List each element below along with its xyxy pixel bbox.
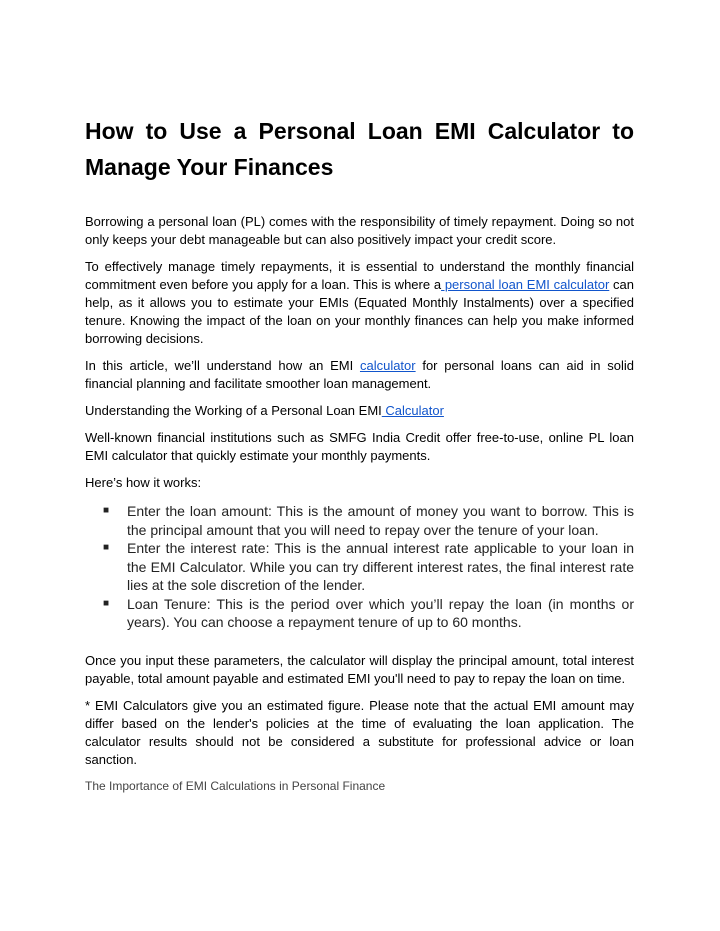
page-title-line-2: Manage Your Finances xyxy=(85,154,334,180)
list-item-text: Enter the interest rate: This is the annual interest rate applicable to your loan in the EMI Calculator. While you can try different interest rates, the final interest rate lies at the sole discretion of the lender. xyxy=(127,540,634,593)
disclaimer-paragraph: * EMI Calculators give you an estimated figure. Please note that the actual EMI amount may differ based on the lender's policies at the time of evaluating the loan application. The calculator results should not be considered a substitute for professional advice or loan sanction. xyxy=(85,697,634,767)
article-overview-paragraph xyxy=(85,357,634,393)
list-item xyxy=(85,539,634,595)
understanding-heading-text: Understanding the Working of a Personal Loan EMI xyxy=(85,403,382,418)
list-item-text: Enter the loan amount: This is the amount of money you want to borrow. This is the principal amount that you will need to repay over the tenure of your loan. xyxy=(127,503,634,538)
calculator-heading-link[interactable]: Calculator xyxy=(381,403,444,418)
emi-commitment-text-before: To effectively manage timely repayments, it is essential to understand the monthly financial commitment even before you apply for a loan. This is where a xyxy=(85,259,634,292)
square-bullet-icon: ■ xyxy=(103,542,110,553)
document-page xyxy=(85,113,634,794)
emi-commitment-text-after: can help, as it allows you to estimate your EMIs (Equated Monthly Instalments) over a specified tenure. Knowing the impact of the loan on your monthly finances can help you make informed borrowing decisions. xyxy=(85,277,634,346)
article-overview-text-after: for personal loans can aid in solid financial planning and facilitate smoother loan management. xyxy=(85,358,635,391)
page-title xyxy=(85,113,634,185)
intro-paragraph: Borrowing a personal loan (PL) comes with the responsibility of timely repayment. Doing so not only keeps your debt manageable but can also positively impact your credit score. xyxy=(85,214,634,247)
article-overview-text-before: In this article, we’ll understand how an EMI xyxy=(85,358,360,373)
list-item-text: Loan Tenure: This is the period over which you’ll repay the loan (in months or years). You can choose a repayment tenure of up to 60 months. xyxy=(127,595,634,630)
importance-section-heading: The Importance of EMI Calculations in Personal Finance xyxy=(85,778,386,793)
parameters-result-paragraph: Once you input these parameters, the calculator will display the principal amount, total interest payable, total amount payable and estimated EMI you'll need to pay to repay the loan on time. xyxy=(85,652,634,686)
page-title-line-1: How to Use a Personal Loan EMI Calculator to xyxy=(85,118,634,144)
square-bullet-icon: ■ xyxy=(103,597,110,609)
steps-list xyxy=(85,502,634,632)
how-it-works-label: Here’s how it works: xyxy=(85,475,202,490)
emi-commitment-paragraph xyxy=(85,258,634,348)
understanding-heading xyxy=(85,402,634,420)
square-bullet-icon: ■ xyxy=(103,505,110,516)
personal-loan-emi-calculator-link[interactable]: personal loan EMI calculator xyxy=(441,277,610,292)
list-item xyxy=(85,502,634,539)
calculator-link[interactable]: calculator xyxy=(359,358,416,373)
list-item xyxy=(85,595,634,632)
institutions-paragraph: Well-known financial institutions such as SMFG India Credit offer free-to-use, online PL loan EMI calculator that quickly estimate your monthly payments. xyxy=(85,430,634,463)
